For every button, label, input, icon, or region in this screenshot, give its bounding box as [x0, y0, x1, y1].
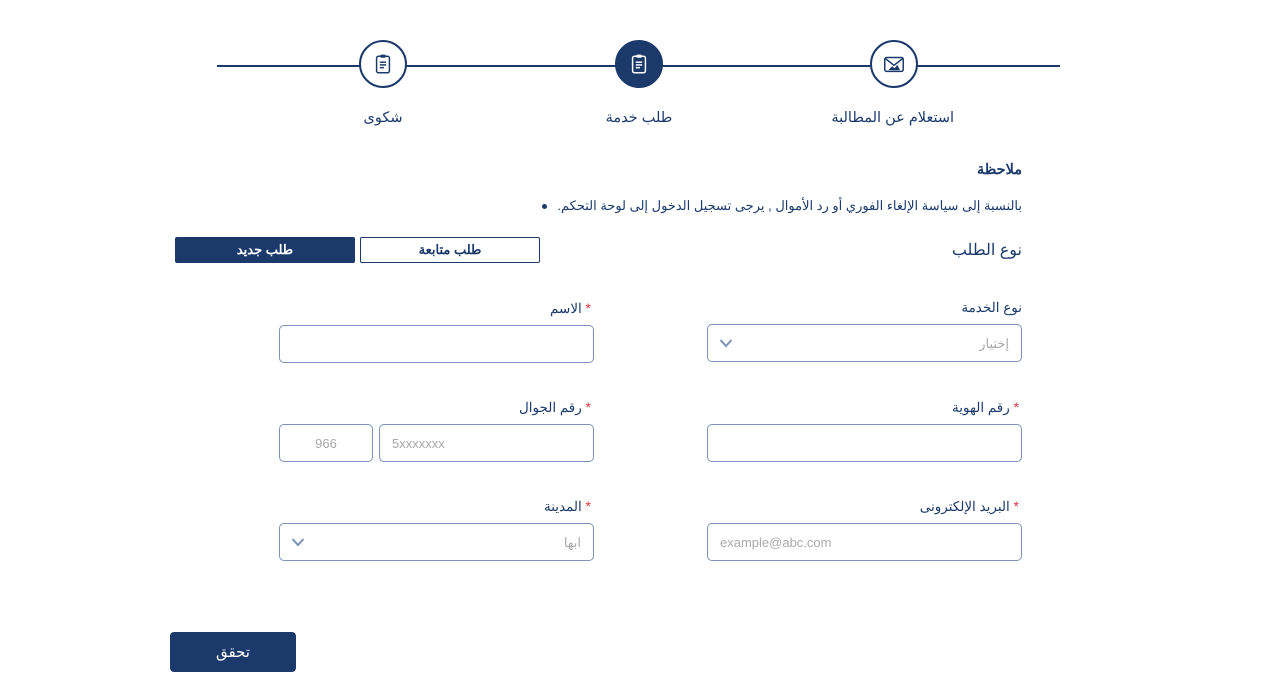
name-label — [279, 300, 594, 317]
stepper-step-complaint-circle[interactable] — [359, 40, 407, 88]
city-label-text: المدينة — [543, 499, 582, 514]
required-indicator: * — [1013, 399, 1019, 415]
mobile-number-input[interactable] — [379, 424, 594, 462]
mobile-country-code-input[interactable] — [279, 424, 373, 462]
mail-image-icon — [882, 53, 906, 75]
field-name — [279, 300, 594, 363]
id-number-label — [707, 399, 1022, 416]
note-text: بالنسبة إلى سياسة الإلغاء الفوري أو رد الأموال , يرجى تسجيل الدخول إلى لوحة التحكم. — [557, 198, 1022, 213]
note-title: ملاحظة — [976, 162, 1022, 178]
stepper-step-service-request-label: طلب خدمة — [605, 110, 673, 126]
service-type-select[interactable] — [707, 324, 1022, 362]
field-email — [707, 498, 1022, 561]
required-indicator: * — [585, 498, 591, 514]
service-type-label: نوع الخدمة — [961, 300, 1022, 315]
email-input[interactable] — [707, 523, 1022, 561]
mobile-label — [279, 399, 594, 416]
id-number-label-text: رقم الهوية — [952, 400, 1010, 415]
city-label — [279, 498, 594, 515]
city-select-wrap[interactable] — [279, 523, 594, 561]
required-indicator: * — [585, 399, 591, 415]
required-indicator: * — [585, 300, 591, 316]
request-type-label: نوع الطلب — [951, 242, 1022, 259]
note-list-item — [542, 198, 1022, 214]
stepper-step-claim-inquiry[interactable] — [831, 40, 954, 126]
field-id-number — [707, 399, 1022, 462]
verify-button[interactable]: تحقق — [170, 632, 296, 672]
clipboard-icon — [372, 53, 394, 75]
stepper-step-service-request-circle[interactable] — [615, 40, 663, 88]
mobile-country-code-wrap — [279, 424, 373, 462]
mobile-number-wrap — [379, 424, 594, 462]
request-type-tabs — [175, 237, 540, 263]
tab-new-request[interactable]: طلب جديد — [175, 237, 355, 263]
mobile-input-group — [279, 424, 594, 462]
stepper-step-complaint[interactable] — [323, 40, 443, 126]
tab-follow-up-request[interactable]: طلب متابعة — [360, 237, 540, 263]
stepper-step-claim-inquiry-circle[interactable] — [870, 40, 918, 88]
field-city — [279, 498, 594, 561]
stepper-step-claim-inquiry-label: استعلام عن المطالبة — [831, 110, 954, 126]
progress-stepper — [217, 40, 1060, 140]
id-number-input[interactable] — [707, 424, 1022, 462]
name-label-text: الاسم — [550, 301, 582, 316]
email-label — [707, 498, 1022, 515]
clipboard-icon — [628, 53, 650, 75]
stepper-step-service-request[interactable] — [579, 40, 699, 126]
mobile-label-text: رقم الجوال — [518, 400, 582, 415]
bullet-icon — [542, 204, 547, 209]
name-input[interactable] — [279, 325, 594, 363]
email-label-text: البريد الإلكترونى — [919, 499, 1010, 514]
service-type-select-wrap[interactable] — [707, 324, 1022, 362]
field-mobile — [279, 399, 594, 462]
field-service-type — [707, 300, 1022, 362]
city-select[interactable] — [279, 523, 594, 561]
required-indicator: * — [1013, 498, 1019, 514]
stepper-step-complaint-label: شكوى — [363, 110, 403, 126]
